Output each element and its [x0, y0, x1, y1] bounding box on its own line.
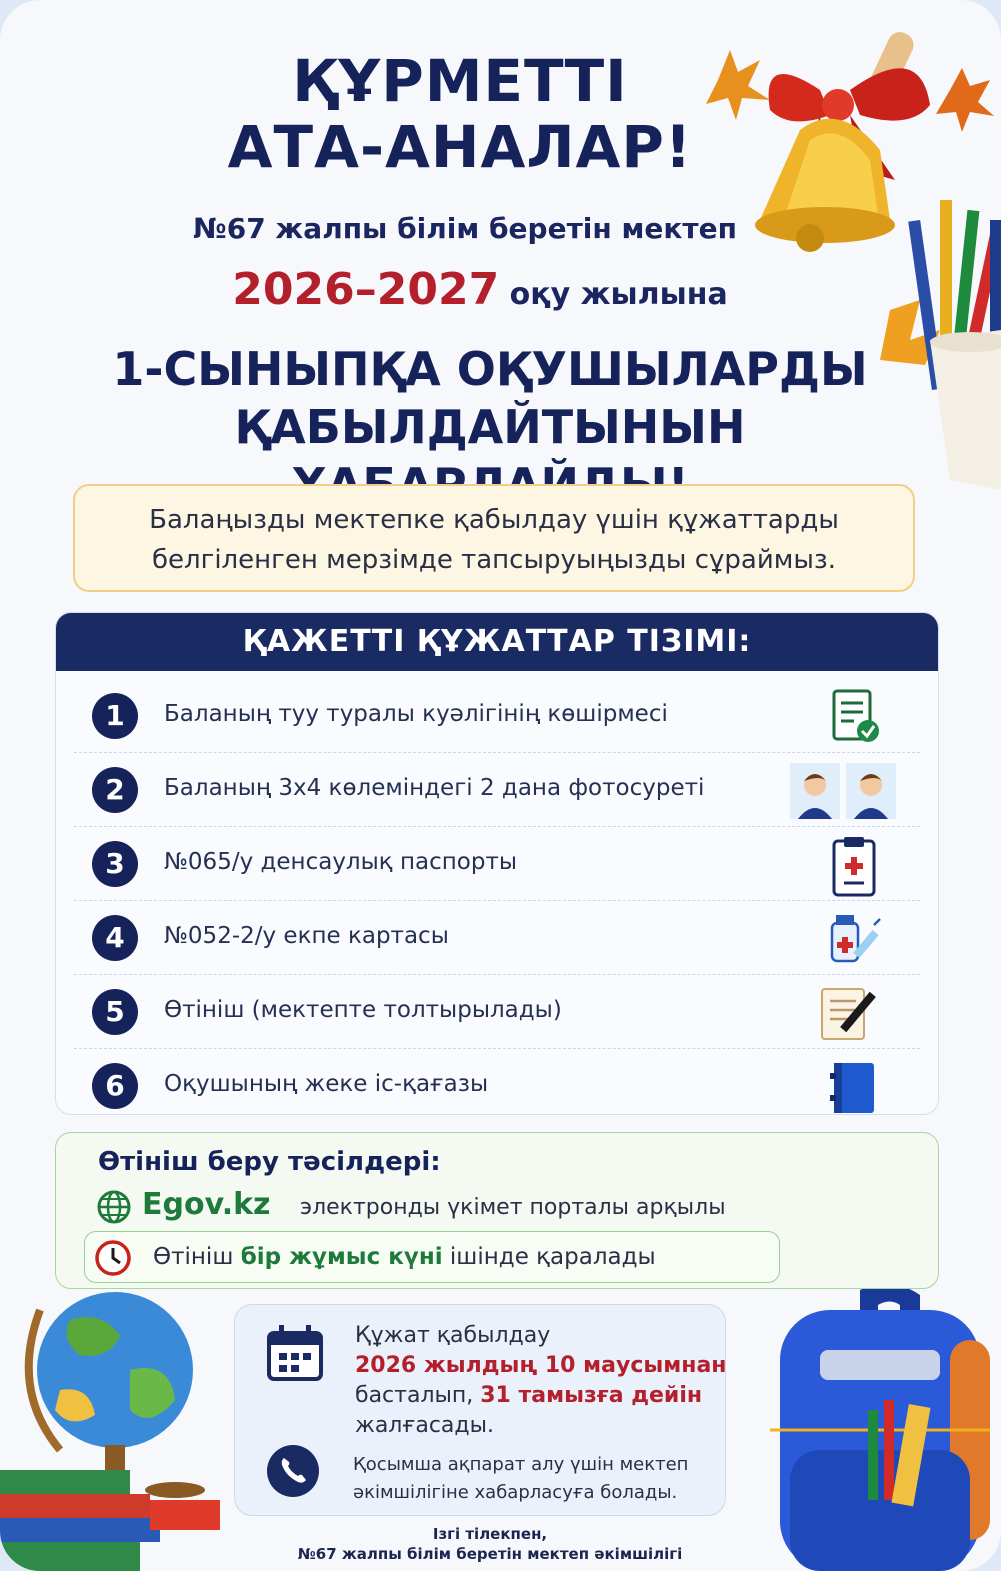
contact-line1: Қосымша ақпарат алу үшін мектеп: [353, 1454, 689, 1475]
backpack-icon: [750, 1280, 1001, 1571]
application-methods-title: Өтініш беру тәсілдері:: [98, 1147, 441, 1177]
folder-icon: [824, 1057, 884, 1115]
document-number: 6: [92, 1063, 138, 1109]
document-text: №065/у денсаулық паспорты: [164, 849, 518, 875]
main-headline-line1: 1-СЫНЫПҚА ОҚУШЫЛАРДЫ: [112, 342, 868, 396]
academic-year: [100, 264, 860, 315]
deadline-line4: жалғасады.: [355, 1413, 494, 1438]
deadline-line3: [355, 1381, 727, 1411]
academic-year-suffix: оқу жылына: [509, 277, 728, 312]
main-headline-line2: ҚАБЫЛДАЙТЫНЫН: [234, 400, 746, 454]
certificate-check-icon: [824, 687, 884, 747]
document-text: Баланың туу туралы куәлігінің көшірмесі: [164, 701, 668, 727]
document-text: №052-2/у екпе картасы: [164, 923, 449, 949]
review-time-text: [153, 1244, 656, 1270]
document-text: Баланың 3х4 көлеміндегі 2 дана фотосуреті: [164, 775, 705, 801]
phone-icon: [265, 1443, 321, 1499]
footer-line1: Ізгі тілекпен,: [432, 1525, 548, 1543]
review-bold: бір жұмыс күні: [240, 1244, 443, 1270]
document-item-1: [74, 679, 920, 753]
documents-heading: ҚАЖЕТТІ ҚҰЖАТТАР ТІЗІМІ:: [56, 613, 938, 671]
notice-line1: Балаңызды мектепке қабылдау үшін құжаттарды: [149, 505, 839, 535]
document-number: 4: [92, 915, 138, 961]
review-time-box: [84, 1231, 780, 1283]
document-number: 2: [92, 767, 138, 813]
document-number: 5: [92, 989, 138, 1035]
document-number: 1: [92, 693, 138, 739]
application-methods-panel: [55, 1132, 939, 1289]
vaccine-icon: [824, 909, 884, 969]
globe-icon: [96, 1189, 132, 1225]
deadline-start-date: 2026 жылдың 10 маусымнан: [355, 1353, 727, 1378]
document-item-6: [74, 1049, 920, 1115]
review-post: ішінде қаралады: [449, 1244, 656, 1270]
globe-books-icon: [0, 1280, 230, 1571]
photo-portrait-icon: [788, 761, 898, 821]
contact-info: [353, 1451, 688, 1507]
document-item-3: [74, 827, 920, 901]
document-text: Оқушының жеке іс-қағазы: [164, 1071, 489, 1097]
deadline-end-date: 31 тамызға дейін: [480, 1383, 703, 1408]
school-name: №67 жалпы білім беретін мектеп: [193, 212, 737, 245]
deadline-line3-pre: басталып,: [355, 1383, 474, 1408]
document-item-2: [74, 753, 920, 827]
form-pen-icon: [818, 983, 884, 1043]
review-pre: Өтініш: [153, 1244, 234, 1270]
academic-year-value: 2026–2027: [232, 264, 500, 315]
greeting-title-line2: АТА-АНАЛАР!: [227, 113, 693, 181]
contact-line2: әкімшілігіне хабарласуға болады.: [353, 1482, 678, 1503]
footer-signature: [250, 1524, 730, 1564]
document-item-4: [74, 901, 920, 975]
deadline-panel: [234, 1304, 726, 1516]
notice-box: [73, 484, 915, 592]
footer-line2: №67 жалпы білім беретін мектеп әкімшілігі: [297, 1545, 683, 1563]
deadline-line1: Құжат қабылдау: [355, 1323, 551, 1348]
greeting-title-line1: ҚҰРМЕТТІ: [292, 47, 628, 115]
notice-line2: белгіленген мерзімде тапсыруыңызды сұраймыз.: [152, 545, 836, 575]
egov-description: электронды үкімет порталы арқылы: [300, 1195, 726, 1220]
documents-panel: [55, 612, 939, 1115]
document-text: Өтініш (мектепте толтырылады): [164, 997, 562, 1023]
greeting-title: [130, 48, 790, 180]
document-item-5: [74, 975, 920, 1049]
document-number: 3: [92, 841, 138, 887]
calendar-icon: [265, 1323, 325, 1383]
clock-icon: [93, 1238, 133, 1278]
deadline-text: [355, 1321, 727, 1441]
medical-clipboard-icon: [824, 835, 884, 899]
egov-link[interactable]: Egov.kz: [142, 1187, 271, 1222]
